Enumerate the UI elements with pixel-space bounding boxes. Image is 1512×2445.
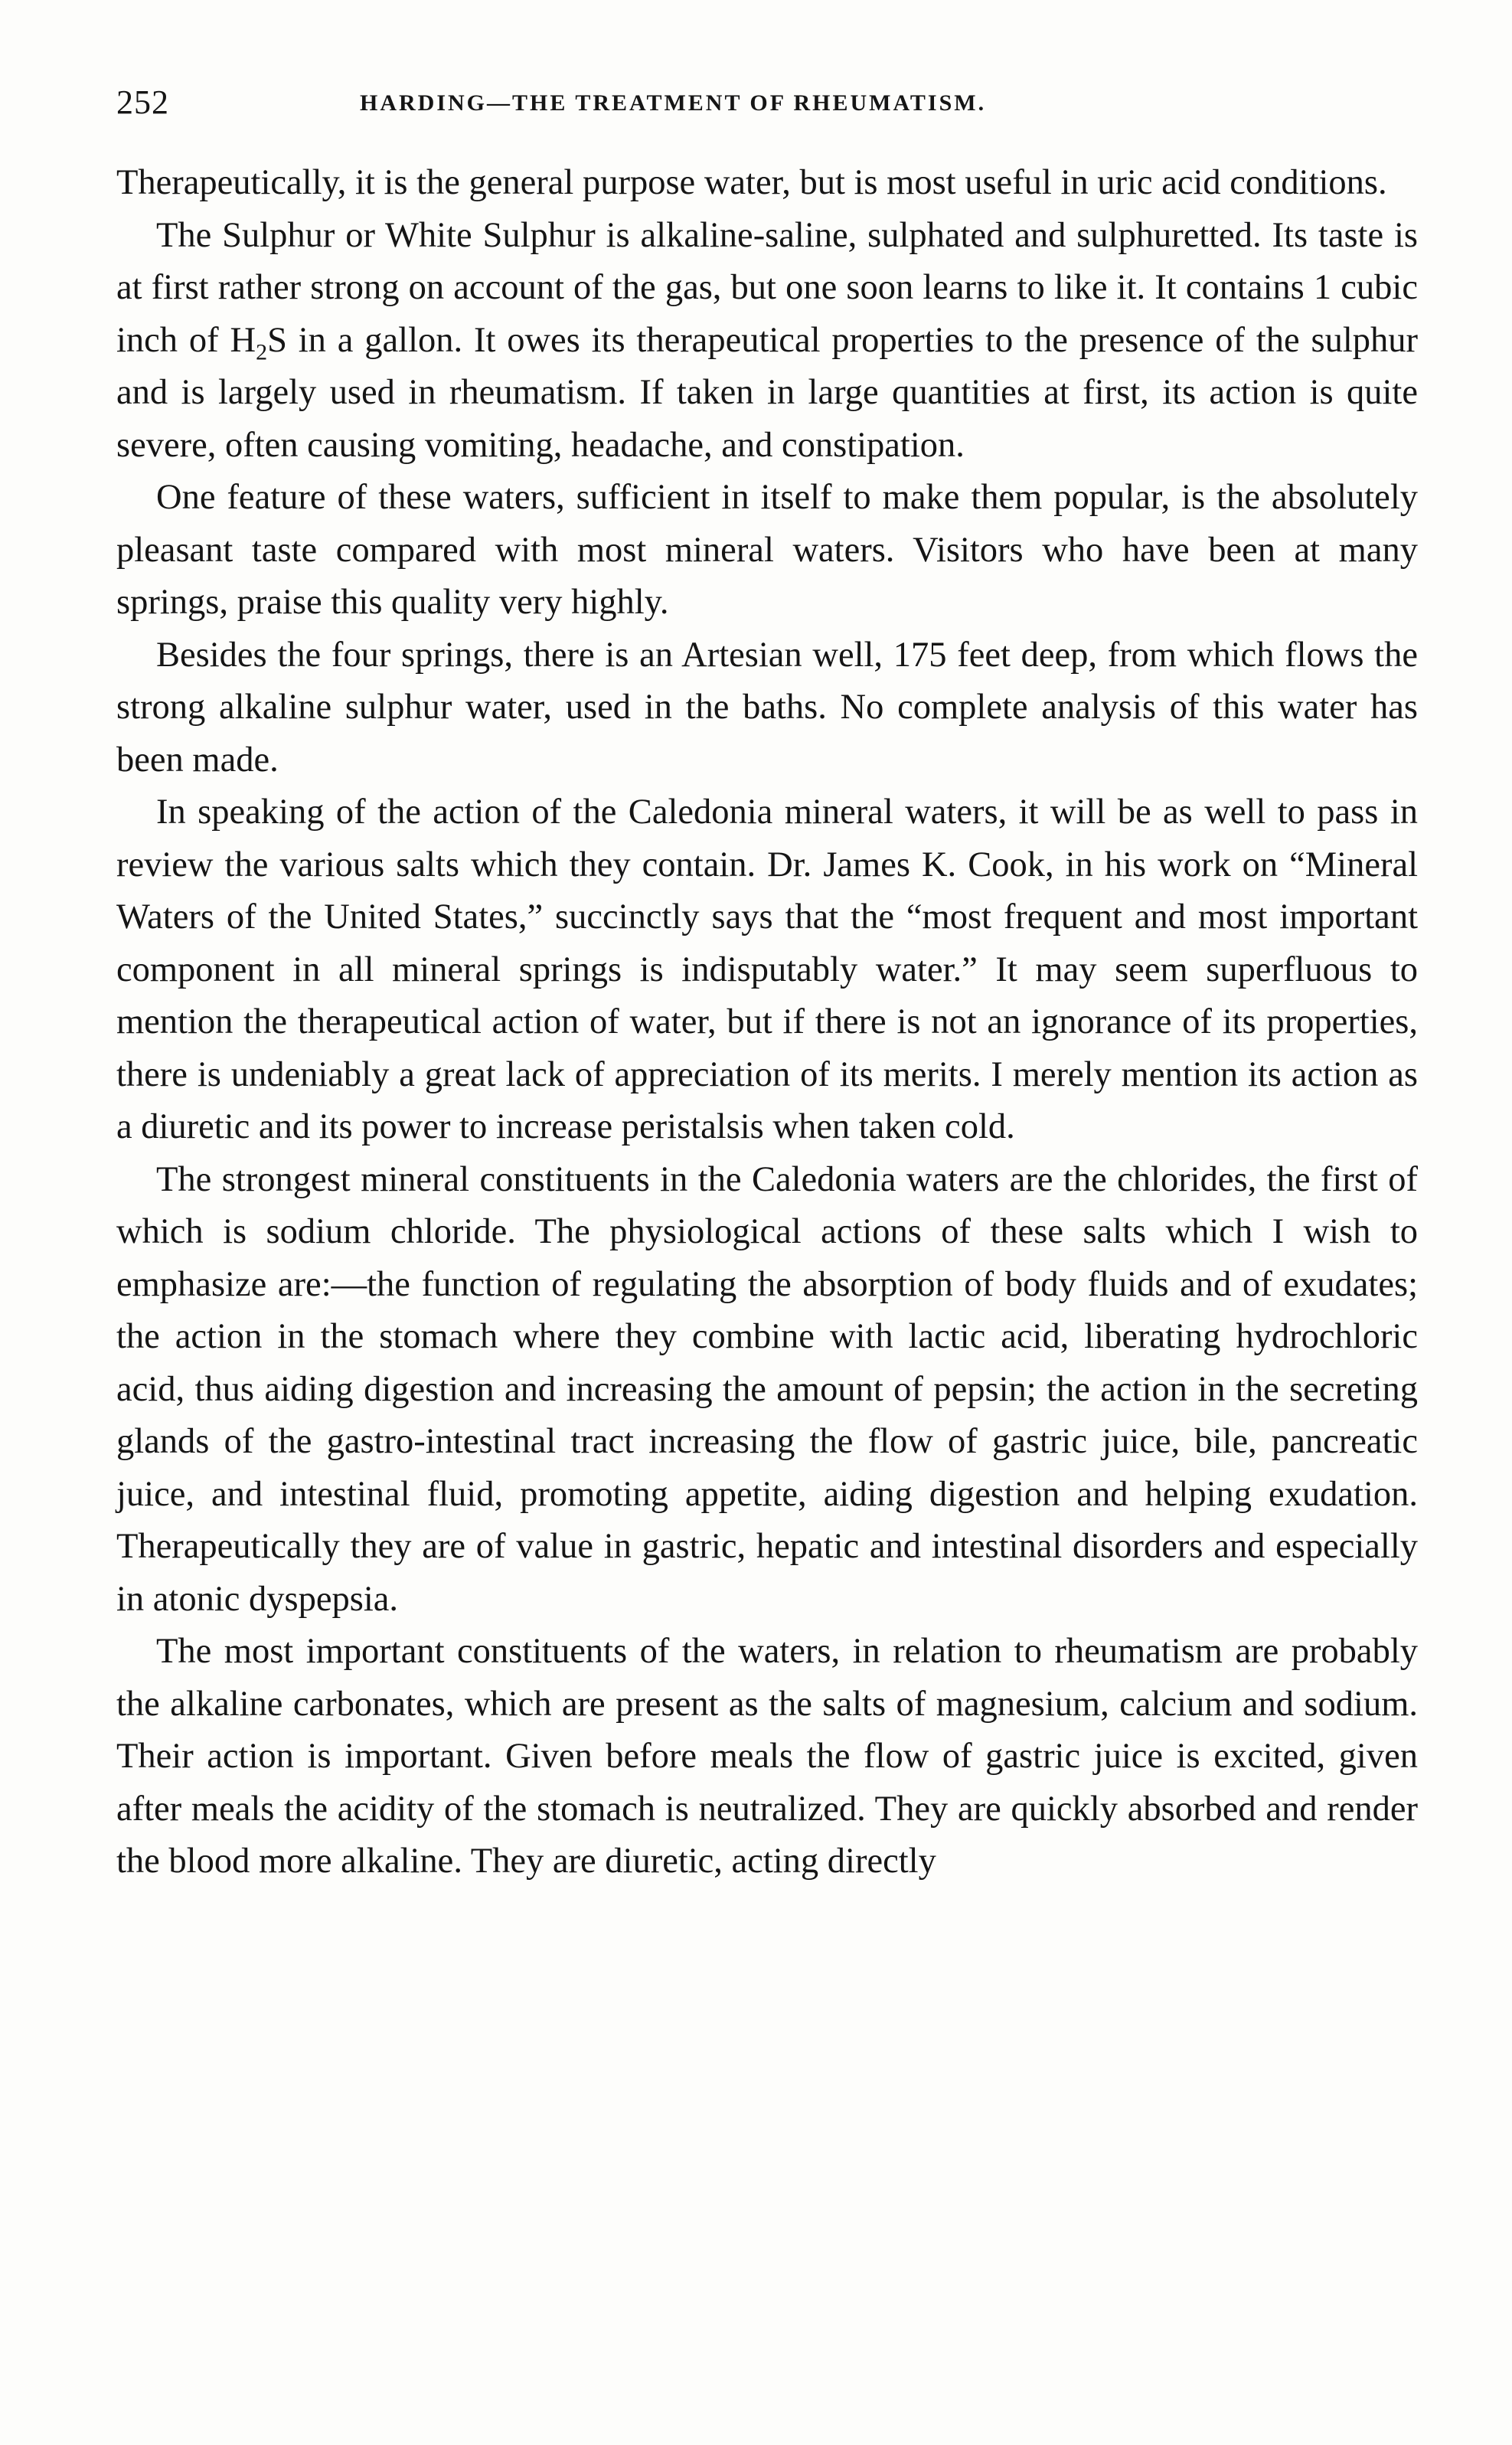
subscript-two: 2 bbox=[256, 338, 268, 364]
paragraph-pleasant-taste: One feature of these waters, sufficient in itself to make them popular, is the absolutely pleasant taste compared with most mineral waters. Visitors who have been at many springs, praise this quality very highly. bbox=[116, 478, 1418, 622]
sulphur-text-before: The Sulphur or White Sulphur is alkaline-saline, sulphated and sulphuretted. Its taste is at first rather strong on account of the gas, but one soon learns to like it. It contains 1 cubic inch of H bbox=[116, 215, 1418, 360]
paragraph-therapeutic-use: Therapeutically, it is the general purpose water, but is most useful in uric acid conditions. bbox=[116, 163, 1387, 202]
paragraph-chlorides: The strongest mineral constituents in the Caledonia waters are the chlorides, the first of which is sodium chloride. The physiological actions of these salts which I wish to emphasize are:—the function of regulating the absorption of body fluids and of exudates; the action in the stomach where they combine with lactic acid, liberating hydrochloric acid, thus aiding digestion and increasing the amount of pepsin; the action in the secreting glands of the gastro-intestinal tract increasing the flow of gastric juice, bile, pancreatic juice, and intestinal fluid, promoting appetite, aiding digestion and helping exudation. Therapeutically they are of value in gastric, hepatic and intestinal disorders and especially in atonic dyspepsia. bbox=[116, 1159, 1418, 1619]
body-text bbox=[116, 157, 1418, 1888]
paragraph-artesian-well: Besides the four springs, there is an Artesian well, 175 feet deep, from which flows the strong alkaline sulphur water, used in the baths. No complete analysis of this water has been made. bbox=[116, 635, 1418, 780]
sulphur-text-after: S in a gallon. It owes its therapeutical properties to the presence of the sulphur and is largely used in rheumatism. If taken in large quantities at first, its action is quite severe, often causing vomiting, headache, and constipation. bbox=[116, 320, 1418, 465]
paragraph-alkaline-carbonates: The most important constituents of the waters, in relation to rheumatism are probably the alkaline carbonates, which are present as the salts of magnesium, calcium and sodium. Their action is important. Given before meals the flow of gastric juice is excited, given after meals the acidity of the stomach is neutralized. They are quickly absorbed and render the blood more alkaline. They are diuretic, acting directly bbox=[116, 1632, 1418, 1881]
paragraph-sulphur-spring bbox=[116, 210, 1418, 472]
running-head: HARDING—THE TREATMENT OF RHEUMATISM. bbox=[360, 90, 987, 116]
page-header bbox=[116, 83, 1418, 129]
page-number: 252 bbox=[116, 83, 169, 121]
paragraph-action-of-water: In speaking of the action of the Caledonia mineral waters, it will be as well to pass in review the various salts which they contain. Dr. James K. Cook, in his work on “Mineral Waters of the United States,” succinctly says that the “most frequent and most important component in all mineral springs is indisputably water.” It may seem superfluous to mention the therapeutical action of water, but if there is not an ignorance of its properties, there is undeniably a great lack of appreciation of its merits. I merely mention its action as a diuretic and its power to increase peristalsis when taken cold. bbox=[116, 793, 1418, 1146]
